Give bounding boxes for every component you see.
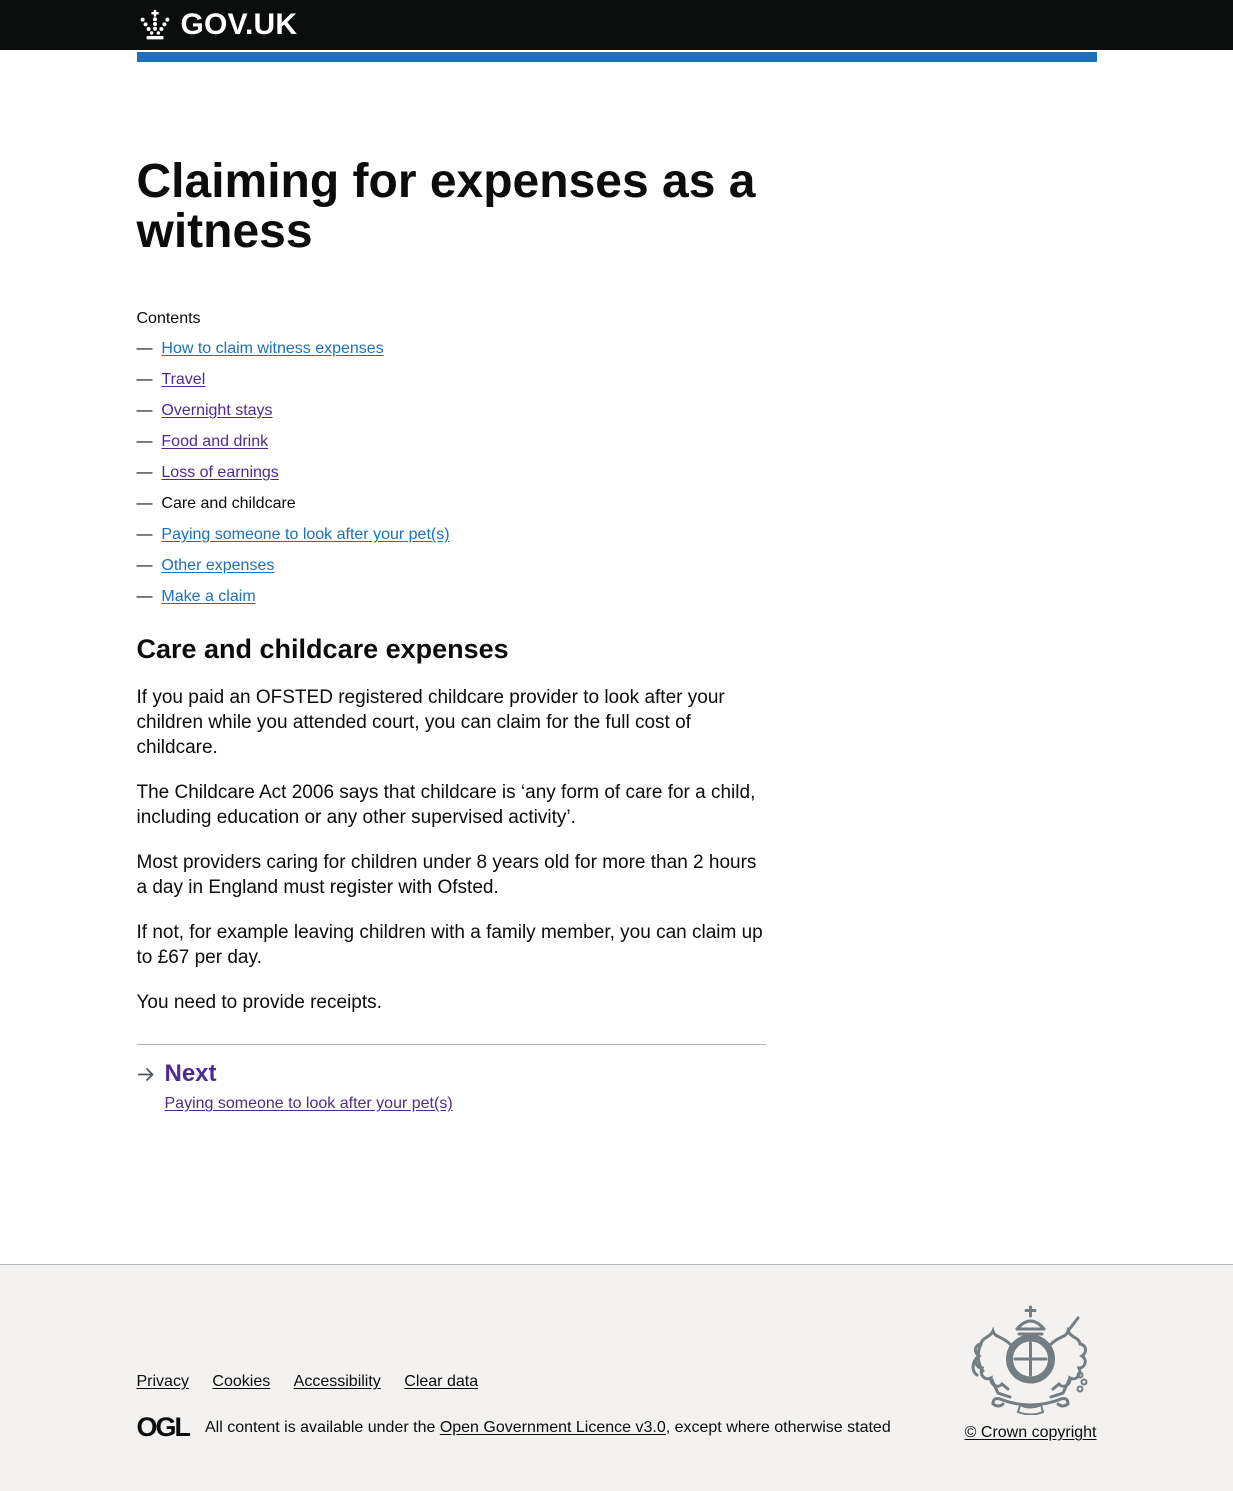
licence-text-after: , except where otherwise stated [665, 1418, 891, 1436]
body-paragraph: If not, for example leaving children with a family member, you can claim up to £67 per day. [136, 922, 763, 969]
licence-text [205, 1418, 891, 1438]
section-divider [137, 1044, 766, 1045]
contents-item [137, 556, 1097, 576]
contents-item [137, 401, 1097, 421]
contents-link-how-to-claim[interactable]: How to claim witness expenses [161, 340, 384, 357]
contents-item [137, 432, 1097, 452]
contents-link-pets[interactable]: Paying someone to look after your pet(s) [161, 526, 450, 543]
contents-link-overnight-stays[interactable]: Overnight stays [161, 402, 273, 419]
next-label[interactable]: Next [164, 1060, 217, 1088]
govuk-logo-text: GOV.UK [180, 8, 298, 41]
section-heading: Care and childcare expenses [136, 634, 509, 664]
page-title: Claiming for expenses as a witness [136, 155, 756, 258]
body-paragraph: You need to provide receipts. [136, 992, 382, 1014]
contents-item [137, 525, 1097, 545]
ogl-licence-link[interactable]: Open Government Licence v3.0 [439, 1418, 666, 1436]
contents-link-food-and-drink[interactable]: Food and drink [161, 433, 269, 450]
next-arrow-icon [137, 1067, 154, 1082]
contents-current-care-and-childcare: Care and childcare [161, 495, 296, 512]
footer-link-accessibility[interactable]: Accessibility [293, 1373, 381, 1391]
crown-copyright-link[interactable]: © Crown copyright [964, 1424, 1097, 1442]
contents-item [137, 463, 1097, 483]
contents-nav [137, 309, 1097, 607]
body-paragraph: If you paid an OFSTED registered childcare provider to look after your children while you attended court, you can claim for the full cost of childcare. [136, 687, 725, 759]
footer-link-privacy[interactable]: Privacy [136, 1373, 189, 1391]
footer-link-clear-data[interactable]: Clear data [404, 1373, 479, 1391]
royal-arms-icon [968, 1305, 1093, 1415]
contents-item [137, 370, 1097, 390]
header-bar [0, 0, 1233, 50]
contents-link-make-a-claim[interactable]: Make a claim [161, 588, 256, 605]
contents-list [137, 339, 1097, 607]
govuk-logo[interactable] [137, 8, 298, 42]
contents-label: Contents [136, 310, 201, 327]
licence-text-before: All content is available under the [205, 1418, 440, 1436]
contents-link-travel[interactable]: Travel [161, 371, 206, 388]
contents-item [137, 587, 1097, 607]
footer [0, 1264, 1233, 1491]
crown-icon [137, 10, 173, 41]
contents-link-other-expenses[interactable]: Other expenses [161, 557, 275, 574]
footer-meta-links [137, 1372, 891, 1392]
main-content [137, 62, 1097, 1264]
body-paragraph: Most providers caring for children under 8 years old for more than 2 hours a day in England must register with Ofsted. [136, 852, 757, 899]
pagination-next [137, 1059, 1097, 1114]
next-page-link[interactable]: Paying someone to look after your pet(s) [164, 1095, 453, 1113]
contents-item [137, 339, 1097, 359]
ogl-icon: OGL [136, 1412, 189, 1443]
footer-link-cookies[interactable]: Cookies [212, 1373, 271, 1391]
body-paragraph: The Childcare Act 2006 says that childcare is ‘any form of care for a child, including education or any other supervised activity’. [136, 782, 756, 829]
contents-item [137, 494, 1097, 514]
contents-link-loss-of-earnings[interactable]: Loss of earnings [161, 464, 279, 481]
header-blue-bar [137, 52, 1097, 62]
